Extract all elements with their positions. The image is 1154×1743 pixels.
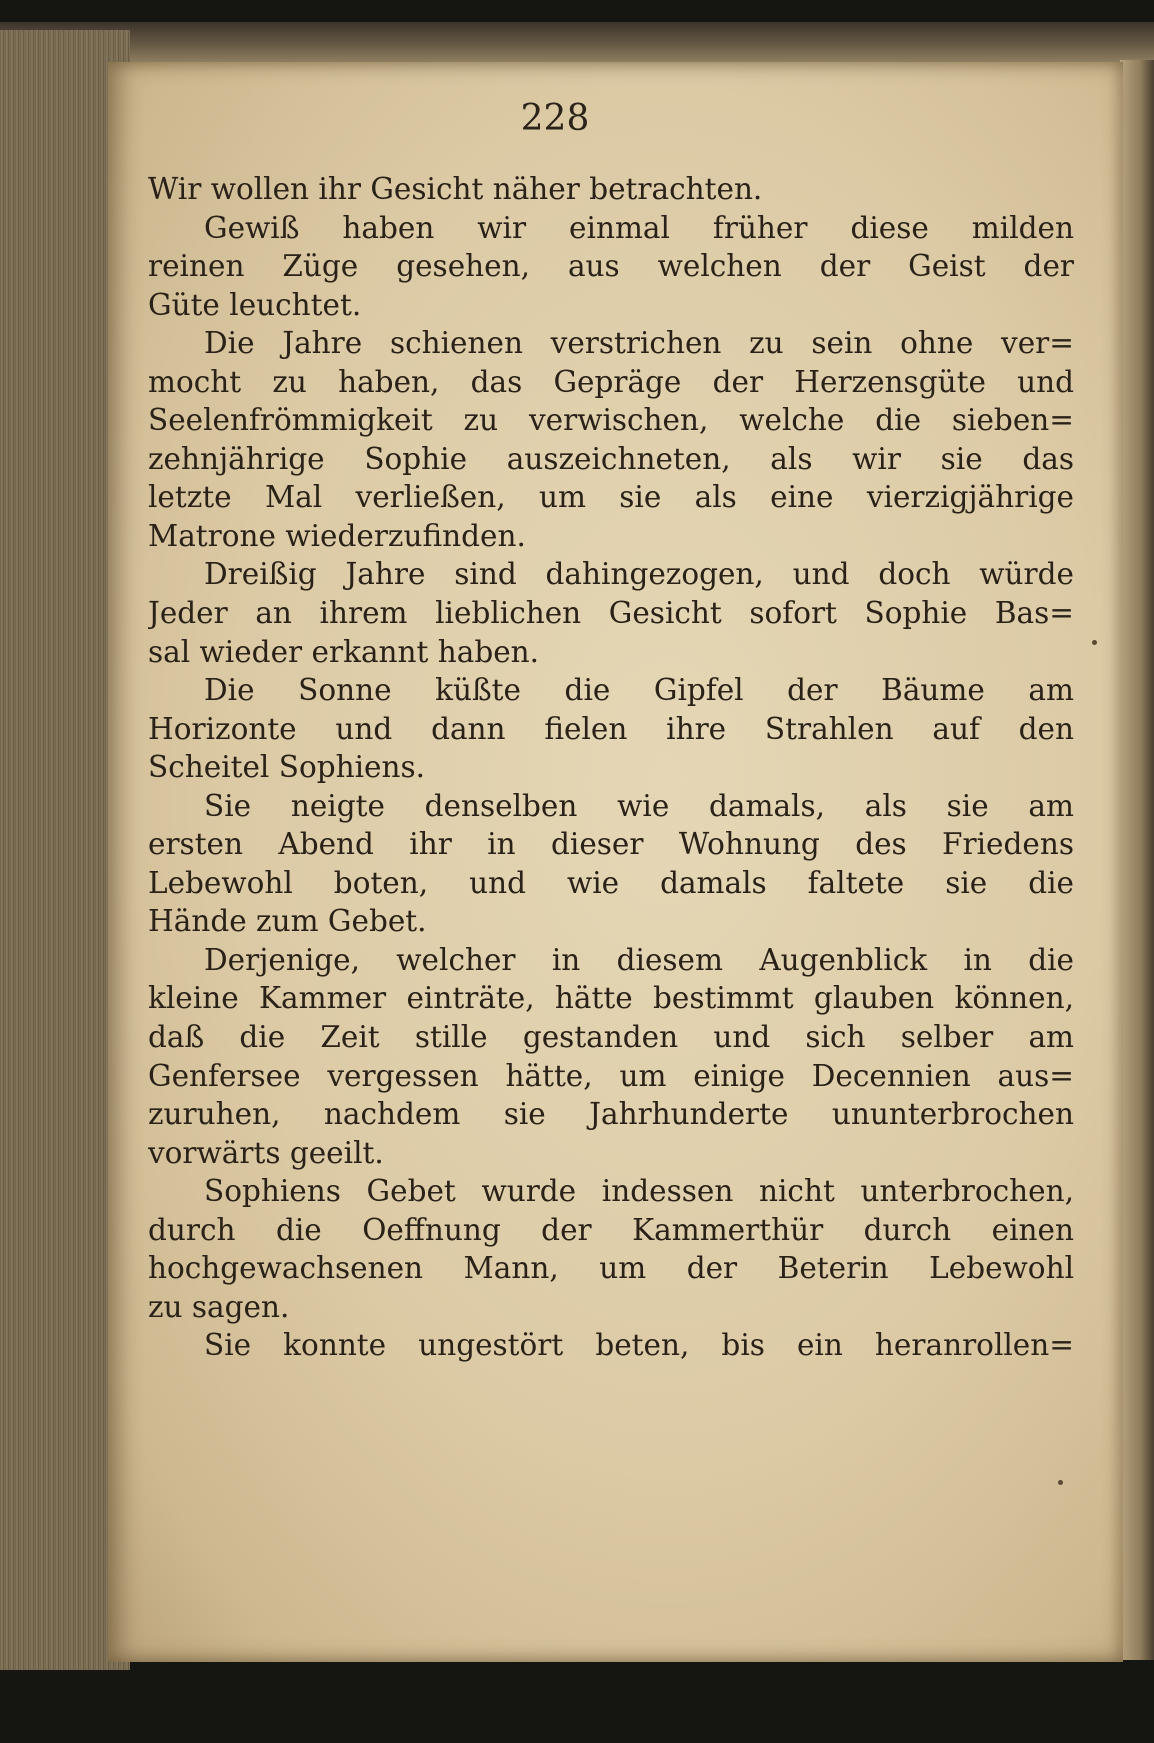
text-line: ersten Abend ihr in dieser Wohnung des Friedens: [148, 827, 1074, 862]
text-line: durch die Oeffnung der Kammerthür durch einen: [148, 1212, 1074, 1247]
text-line: Seelenfrömmigkeit zu verwischen, welche die sieben=: [148, 403, 1074, 438]
text-line: zu sagen.: [148, 1289, 290, 1324]
page-number: 228: [520, 98, 590, 139]
text-line: Sie neigte denselben wie damals, als sie am: [204, 788, 1074, 823]
text-line: kleine Kammer einträte, hätte bestimmt glauben können,: [148, 981, 1074, 1016]
margin-mark: [1058, 1480, 1063, 1485]
text-line: reinen Züge gesehen, aus welchen der Geist der: [148, 249, 1074, 284]
text-line: letzte Mal verließen, um sie als eine vierzigjährige: [148, 480, 1074, 515]
text-line: Genfersee vergessen hätte, um einige Decennien aus=: [148, 1058, 1074, 1093]
text-line: Sie konnte ungestört beten, bis ein heranrollen=: [204, 1328, 1074, 1363]
text-line: Derjenige, welcher in diesem Augenblick in die: [204, 942, 1074, 977]
book-top-edge: [0, 22, 1154, 62]
text-line: Wir wollen ihr Gesicht näher betrachten.: [148, 172, 763, 206]
text-line: Matrone wiederzufinden.: [148, 518, 526, 553]
text-line: Lebewohl boten, und wie damals faltete sie die: [148, 865, 1074, 900]
text-line: Jeder an ihrem lieblichen Gesicht sofort Sophie Bas=: [148, 596, 1074, 631]
text-line: Scheitel Sophiens.: [148, 750, 426, 785]
text-line: Dreißig Jahre sind dahingezogen, und doch würde: [204, 557, 1074, 592]
text-line: zuruhen, nachdem sie Jahrhunderte ununterbrochen: [148, 1097, 1074, 1132]
text-line: zehnjährige Sophie auszeichneten, als wir sie das: [148, 441, 1074, 476]
text-line: daß die Zeit stille gestanden und sich selber am: [148, 1020, 1074, 1055]
text-line: Sophiens Gebet wurde indessen nicht unterbrochen,: [204, 1174, 1074, 1209]
text-line: Gewiß haben wir einmal früher diese milden: [204, 210, 1074, 245]
text-line: Güte leuchtet.: [148, 287, 362, 322]
text-line: Horizonte und dann fielen ihre Strahlen auf den: [148, 711, 1074, 746]
text-line: Die Jahre schienen verstrichen zu sein ohne ver=: [204, 326, 1074, 361]
text-line: Die Sonne küßte die Gipfel der Bäume am: [204, 673, 1074, 708]
text-line: hochgewachsenen Mann, um der Beterin Lebewohl: [148, 1251, 1074, 1286]
book-spine-edge: [1120, 60, 1154, 1660]
text-line: sal wieder erkannt haben.: [148, 634, 540, 669]
text-line: mocht zu haben, das Gepräge der Herzensgüte und: [148, 364, 1074, 399]
text-line: Hände zum Gebet.: [148, 904, 427, 939]
page-text: [148, 170, 1074, 1365]
text-line: vorwärts geeilt.: [148, 1135, 384, 1170]
margin-mark: [1092, 640, 1097, 645]
